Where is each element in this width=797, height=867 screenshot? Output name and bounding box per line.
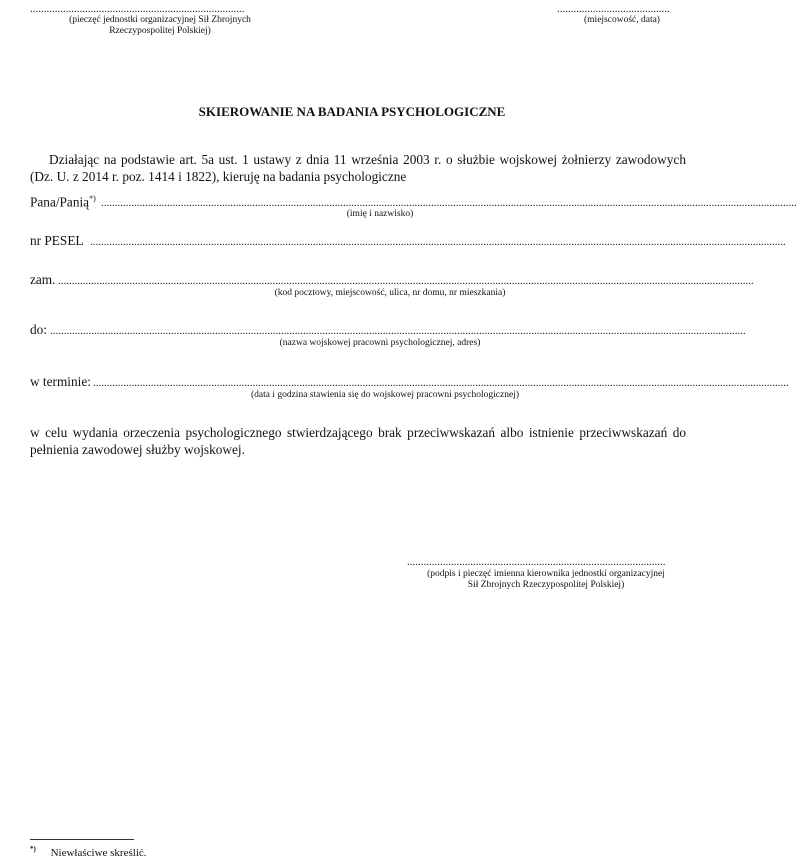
destination-dots[interactable]: ............................................................................................................................................................................................................................................................. (50, 325, 746, 337)
name-dots[interactable]: ............................................................................................................................................................................................................................................................. (101, 197, 797, 209)
intro-text: Działając na podstawie art. 5a ust. 1 ustawy z dnia 11 września 2003 r. o służbie wojskowej żołnierzy zawodowych (Dz. U. z 2014 r. poz. 1414 i 1822), kieruję na badania psychologiczne (30, 152, 686, 184)
address-caption: (kod pocztowy, miejscowość, ulica, nr domu, nr mieszkania) (274, 288, 506, 298)
pesel-dots[interactable]: ............................................................................................................................................................................................................................................................. (90, 236, 786, 248)
date-dots[interactable]: ............................................................................................................................................................................................................................................................. (93, 377, 789, 389)
intro-paragraph (30, 151, 686, 185)
date-field-label: w terminie: (30, 374, 91, 389)
footnote (30, 845, 147, 859)
footnote-rule (30, 839, 134, 840)
name-footnote-marker: *) (89, 194, 96, 203)
destination-caption: (nazwa wojskowej pracowni psychologicznej, adres) (279, 338, 481, 348)
signature-dots[interactable]: .............................................................................................. (407, 556, 666, 568)
destination-field-label: do: (30, 322, 47, 337)
unit-stamp-dots: .............................................................................. (30, 3, 245, 15)
name-caption: (imię i nazwisko) (346, 209, 414, 219)
unit-stamp-caption-line2: Rzeczypospolitej Polskiej) (109, 26, 211, 36)
purpose-paragraph: w celu wydania orzeczenia psychologicznego stwierdzającego brak przeciwwskazań albo istnienie przeciwwskazań do pełnienia zawodowej służby wojskowej. (30, 425, 686, 457)
pesel-field-label: nr PESEL (30, 233, 84, 248)
signature-caption-line1: (podpis i pieczęć imienna kierownika jednostki organizacyjnej (427, 569, 665, 579)
name-field-label (30, 194, 96, 210)
document-title: SKIEROWANIE NA BADANIA PSYCHOLOGICZNE (198, 104, 506, 119)
signature-caption-line2: Sił Zbrojnych Rzeczypospolitej Polskiej) (467, 580, 625, 590)
name-label-text: Pana/Panią (30, 194, 90, 210)
address-field-label: zam. (30, 272, 56, 287)
place-date-dots: ......................................... (557, 3, 670, 15)
date-caption: (data i godzina stawienia się do wojskowej pracowni psychologicznej) (250, 390, 520, 400)
address-dots[interactable]: ............................................................................................................................................................................................................................................................. (58, 275, 754, 287)
place-date-caption: (miejscowość, data) (584, 15, 660, 25)
footnote-marker: *) (30, 845, 36, 853)
unit-stamp-caption-line1: (pieczęć jednostki organizacyjnej Sił Zbrojnych (69, 15, 251, 25)
footnote-text: Niewłaściwe skreślić. (50, 846, 147, 859)
